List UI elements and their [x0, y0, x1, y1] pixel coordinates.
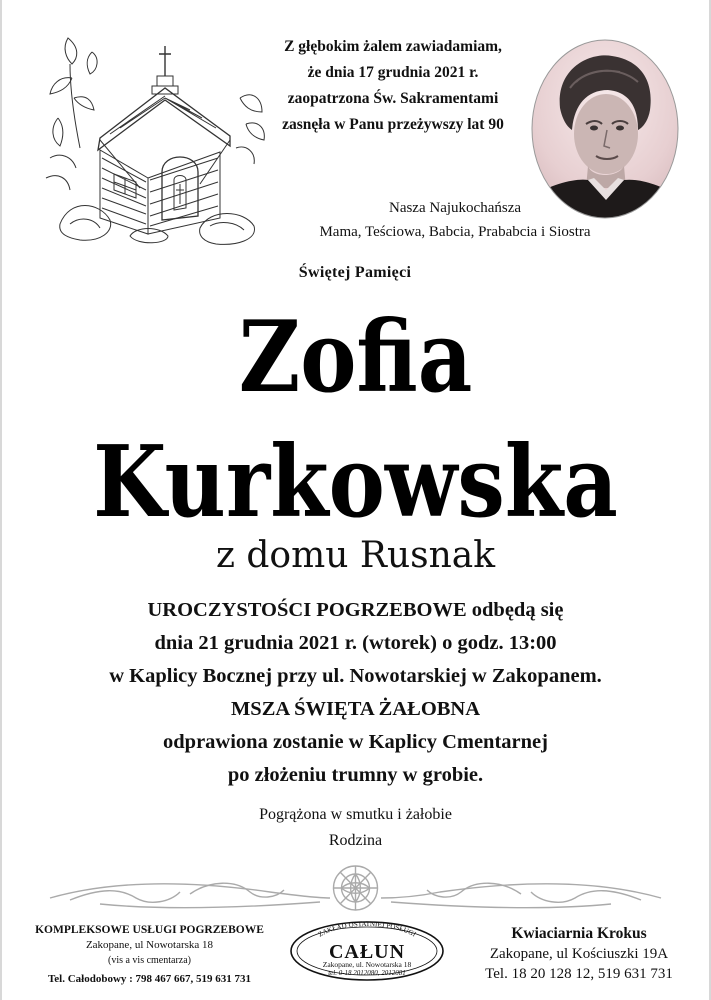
announcement-line: UROCZYSTOŚCI POGRZEBOWE odbędą się: [147, 599, 564, 621]
deceased-last-name: Kurkowska: [93, 425, 618, 540]
intro-line: zaopatrzona Św. Sakramentami: [287, 90, 499, 107]
family-line-2: Mama, Teściowa, Babcia, Prababcia i Siostra: [319, 224, 591, 240]
calun-logo: [287, 918, 447, 982]
florist-address: Zakopane, ul Kościuszki 19A: [489, 946, 669, 962]
announcement-line: po złożeniu trumny w grobie.: [227, 764, 484, 786]
deceased-first-name: Zofia: [238, 300, 473, 415]
maiden-name: z domu Rusnak: [215, 535, 496, 576]
page-border-left: [0, 0, 2, 1000]
calun-logo-phone: tel. 0-18 2012080, 2012081: [328, 969, 406, 977]
family-line-1: Nasza Najukochańsza: [388, 200, 522, 216]
calun-logo-name: CAŁUN: [328, 941, 406, 963]
intro-text: [258, 34, 528, 138]
funeral-home-name: KOMPLEKSOWE USŁUGI POGRZEBOWE: [35, 924, 264, 936]
florist-name: Kwiaciarnia Krokus: [511, 925, 647, 942]
intro-line: że dnia 17 grudnia 2021 r.: [307, 64, 479, 81]
funeral-home-address: Zakopane, ul Nowotarska 18: [85, 939, 214, 951]
chapel-sketch-illustration: [40, 28, 270, 250]
funeral-home-location-note: (vis a vis cmentarza): [107, 955, 192, 966]
funeral-home-info: [12, 923, 287, 987]
portrait-photo: [530, 38, 680, 220]
announcement-line: MSZA ŚWIĘTA ŻAŁOBNA: [230, 698, 481, 720]
memory-label: Świętej Pamięci: [298, 264, 412, 281]
mourners-line-2: Rodzina: [328, 832, 383, 849]
calun-logo-top-text: ZAKŁAD OSTATNIEJ POSŁUGI: [316, 919, 418, 939]
calun-logo-address: Zakopane, ul. Nowotarska 18: [322, 960, 412, 969]
announcement-line: odprawiona zostanie w Kaplicy Cmentarnej: [163, 731, 548, 753]
florist-phone: Tel. 18 20 128 12, 519 631 731: [485, 966, 673, 982]
mourners-line-1: Pogrążona w smutku i żałobie: [259, 806, 452, 823]
announcement-line: w Kaplicy Bocznej przy ul. Nowotarskiej w Zakopanem.: [109, 665, 602, 687]
ornamental-divider: [40, 858, 671, 918]
funeral-home-phone: Tel. Całodobowy : 798 467 667, 519 631 731: [47, 973, 252, 985]
mourners-signature: [200, 802, 511, 854]
announcement-line: dnia 21 grudnia 2021 r. (wtorek) o godz. 13:00: [154, 632, 557, 654]
family-relations: [280, 196, 630, 244]
intro-line: zasnęła w Panu przeżywszy lat 90: [282, 116, 504, 133]
intro-line: Z głębokim żalem zawiadamiam,: [284, 38, 502, 55]
florist-info: [454, 924, 704, 984]
funeral-announcement: [20, 594, 691, 792]
